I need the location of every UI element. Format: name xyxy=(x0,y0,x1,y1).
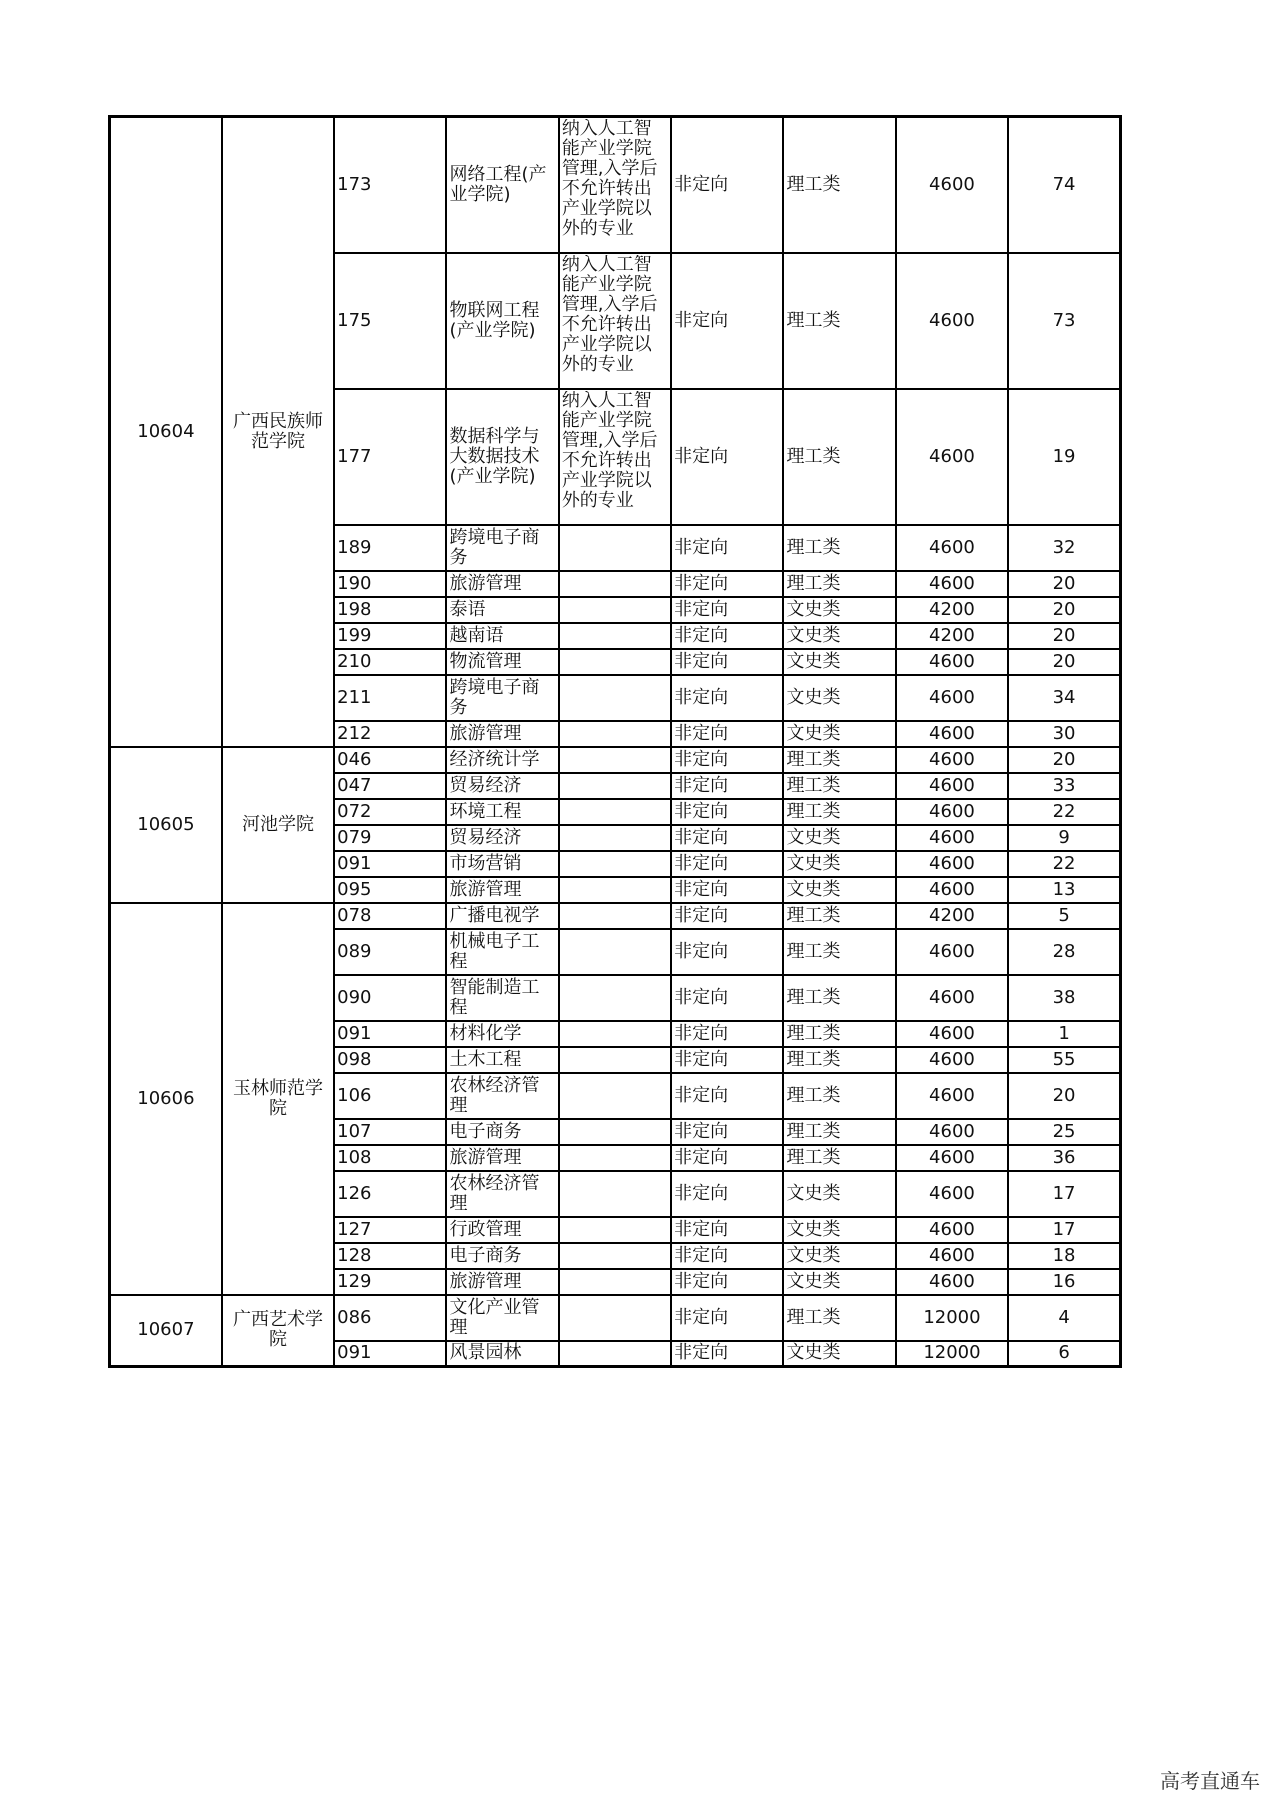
institution-code: 10607 xyxy=(110,1295,222,1367)
enrollment-type: 非定向 xyxy=(671,253,783,389)
enrollment-type: 非定向 xyxy=(671,799,783,825)
subject-category: 文史类 xyxy=(783,1269,895,1295)
plan-quota: 13 xyxy=(1008,877,1120,903)
subject-category: 文史类 xyxy=(783,721,895,747)
tuition-fee: 4600 xyxy=(896,117,1008,253)
subject-category: 理工类 xyxy=(783,1145,895,1171)
major-code: 189 xyxy=(334,525,446,571)
tuition-fee: 4600 xyxy=(896,649,1008,675)
tuition-fee: 4600 xyxy=(896,877,1008,903)
subject-category: 理工类 xyxy=(783,525,895,571)
enrollment-plan-table xyxy=(108,115,1122,1368)
major-name: 旅游管理 xyxy=(446,877,558,903)
subject-category: 文史类 xyxy=(783,1171,895,1217)
tuition-fee: 4600 xyxy=(896,975,1008,1021)
plan-quota: 1 xyxy=(1008,1021,1120,1047)
subject-category: 理工类 xyxy=(783,571,895,597)
major-code: 177 xyxy=(334,389,446,525)
major-code: 190 xyxy=(334,571,446,597)
plan-quota: 9 xyxy=(1008,825,1120,851)
table-row xyxy=(110,903,1121,929)
major-name: 电子商务 xyxy=(446,1243,558,1269)
subject-category: 理工类 xyxy=(783,929,895,975)
enrollment-type: 非定向 xyxy=(671,773,783,799)
major-name: 泰语 xyxy=(446,597,558,623)
tuition-fee: 4600 xyxy=(896,253,1008,389)
subject-category: 文史类 xyxy=(783,1243,895,1269)
major-name: 数据科学与大数据技术(产业学院) xyxy=(446,389,558,525)
plan-quota: 22 xyxy=(1008,799,1120,825)
enrollment-type: 非定向 xyxy=(671,1021,783,1047)
enrollment-type: 非定向 xyxy=(671,525,783,571)
major-name: 农林经济管理 xyxy=(446,1171,558,1217)
major-code: 090 xyxy=(334,975,446,1021)
major-note xyxy=(559,773,671,799)
enrollment-type: 非定向 xyxy=(671,389,783,525)
major-note: 纳入人工智能产业学院管理,入学后不允许转出产业学院以外的专业 xyxy=(561,118,658,239)
major-code: 128 xyxy=(334,1243,446,1269)
major-code: 175 xyxy=(334,253,446,389)
major-code: 107 xyxy=(334,1119,446,1145)
major-note xyxy=(559,1269,671,1295)
major-note xyxy=(559,1171,671,1217)
major-code: 199 xyxy=(334,623,446,649)
tuition-fee: 12000 xyxy=(896,1295,1008,1341)
enrollment-type: 非定向 xyxy=(671,1047,783,1073)
major-name: 农林经济管理 xyxy=(446,1073,558,1119)
plan-quota: 20 xyxy=(1008,747,1120,773)
plan-quota: 38 xyxy=(1008,975,1120,1021)
plan-quota: 20 xyxy=(1008,597,1120,623)
subject-category: 理工类 xyxy=(783,117,895,253)
major-code: 086 xyxy=(334,1295,446,1341)
major-name: 越南语 xyxy=(446,623,558,649)
major-code: 212 xyxy=(334,721,446,747)
subject-category: 理工类 xyxy=(783,1073,895,1119)
major-code: 091 xyxy=(334,1341,446,1367)
tuition-fee: 4600 xyxy=(896,799,1008,825)
plan-quota: 34 xyxy=(1008,675,1120,721)
enrollment-type: 非定向 xyxy=(671,649,783,675)
tuition-fee: 4200 xyxy=(896,903,1008,929)
major-note xyxy=(559,1295,671,1341)
major-note xyxy=(559,1217,671,1243)
major-code: 098 xyxy=(334,1047,446,1073)
institution-code: 10606 xyxy=(110,903,222,1295)
tuition-fee: 4600 xyxy=(896,1119,1008,1145)
major-name: 旅游管理 xyxy=(446,1269,558,1295)
tuition-fee: 4600 xyxy=(896,525,1008,571)
plan-quota: 74 xyxy=(1008,117,1120,253)
major-name: 贸易经济 xyxy=(446,825,558,851)
institution-code: 10605 xyxy=(110,747,222,903)
institution-name: 玉林师范学院 xyxy=(222,903,334,1295)
enrollment-type: 非定向 xyxy=(671,597,783,623)
major-code: 210 xyxy=(334,649,446,675)
major-name: 机械电子工程 xyxy=(446,929,558,975)
subject-category: 文史类 xyxy=(783,825,895,851)
major-name: 电子商务 xyxy=(446,1119,558,1145)
tuition-fee: 4600 xyxy=(896,571,1008,597)
tuition-fee: 4200 xyxy=(896,623,1008,649)
enrollment-type: 非定向 xyxy=(671,825,783,851)
major-note xyxy=(559,825,671,851)
major-note xyxy=(559,1073,671,1119)
major-code: 078 xyxy=(334,903,446,929)
enrollment-type: 非定向 xyxy=(671,975,783,1021)
major-code: 046 xyxy=(334,747,446,773)
enrollment-type: 非定向 xyxy=(671,903,783,929)
institution-name: 广西民族师范学院 xyxy=(222,117,334,747)
enrollment-type: 非定向 xyxy=(671,675,783,721)
tuition-fee: 4600 xyxy=(896,773,1008,799)
major-code: 129 xyxy=(334,1269,446,1295)
major-note xyxy=(559,525,671,571)
plan-quota: 20 xyxy=(1008,1073,1120,1119)
plan-quota: 33 xyxy=(1008,773,1120,799)
enrollment-type: 非定向 xyxy=(671,1269,783,1295)
major-note xyxy=(559,1021,671,1047)
major-code: 072 xyxy=(334,799,446,825)
major-note xyxy=(559,851,671,877)
major-name: 环境工程 xyxy=(446,799,558,825)
major-code: 091 xyxy=(334,851,446,877)
enrollment-type: 非定向 xyxy=(671,1341,783,1367)
major-note xyxy=(559,649,671,675)
major-code: 211 xyxy=(334,675,446,721)
plan-quota: 30 xyxy=(1008,721,1120,747)
tuition-fee: 4600 xyxy=(896,1269,1008,1295)
tuition-fee: 4600 xyxy=(896,1243,1008,1269)
plan-quota: 32 xyxy=(1008,525,1120,571)
major-name: 网络工程(产业学院) xyxy=(446,117,558,253)
major-note: 纳入人工智能产业学院管理,入学后不允许转出产业学院以外的专业 xyxy=(561,390,658,511)
major-name: 市场营销 xyxy=(446,851,558,877)
subject-category: 文史类 xyxy=(783,649,895,675)
major-note xyxy=(559,975,671,1021)
major-note xyxy=(559,929,671,975)
tuition-fee: 4600 xyxy=(896,675,1008,721)
major-note-cell xyxy=(559,253,671,389)
major-code: 108 xyxy=(334,1145,446,1171)
major-note xyxy=(559,571,671,597)
tuition-fee: 4600 xyxy=(896,851,1008,877)
plan-quota: 18 xyxy=(1008,1243,1120,1269)
tuition-fee: 4600 xyxy=(896,721,1008,747)
institution-name: 河池学院 xyxy=(222,747,334,903)
major-name: 旅游管理 xyxy=(446,1145,558,1171)
enrollment-type: 非定向 xyxy=(671,1243,783,1269)
tuition-fee: 4200 xyxy=(896,597,1008,623)
major-code: 127 xyxy=(334,1217,446,1243)
table-body xyxy=(110,117,1121,1367)
subject-category: 文史类 xyxy=(783,623,895,649)
plan-quota: 17 xyxy=(1008,1217,1120,1243)
enrollment-type: 非定向 xyxy=(671,1145,783,1171)
major-name: 经济统计学 xyxy=(446,747,558,773)
watermark-text: 高考直通车 xyxy=(1160,1769,1260,1793)
tuition-fee: 4600 xyxy=(896,825,1008,851)
plan-quota: 20 xyxy=(1008,571,1120,597)
enrollment-type: 非定向 xyxy=(671,929,783,975)
subject-category: 理工类 xyxy=(783,903,895,929)
major-note-cell xyxy=(559,117,671,253)
subject-category: 理工类 xyxy=(783,253,895,389)
subject-category: 理工类 xyxy=(783,389,895,525)
subject-category: 文史类 xyxy=(783,851,895,877)
major-note xyxy=(559,597,671,623)
plan-quota: 17 xyxy=(1008,1171,1120,1217)
subject-category: 文史类 xyxy=(783,1217,895,1243)
subject-category: 理工类 xyxy=(783,773,895,799)
enrollment-type: 非定向 xyxy=(671,1171,783,1217)
enrollment-type: 非定向 xyxy=(671,117,783,253)
plan-quota: 25 xyxy=(1008,1119,1120,1145)
enrollment-type: 非定向 xyxy=(671,571,783,597)
tuition-fee: 4600 xyxy=(896,1171,1008,1217)
major-name: 旅游管理 xyxy=(446,571,558,597)
plan-quota: 36 xyxy=(1008,1145,1120,1171)
subject-category: 理工类 xyxy=(783,1119,895,1145)
major-note xyxy=(559,1145,671,1171)
table-row xyxy=(110,747,1121,773)
subject-category: 文史类 xyxy=(783,1341,895,1367)
major-name: 物联网工程(产业学院) xyxy=(446,253,558,389)
plan-quota: 5 xyxy=(1008,903,1120,929)
major-note xyxy=(559,903,671,929)
major-code: 173 xyxy=(334,117,446,253)
major-note xyxy=(559,623,671,649)
major-note xyxy=(559,877,671,903)
major-note xyxy=(559,1341,671,1367)
major-name: 行政管理 xyxy=(446,1217,558,1243)
enrollment-type: 非定向 xyxy=(671,747,783,773)
enrollment-type: 非定向 xyxy=(671,623,783,649)
tuition-fee: 4600 xyxy=(896,1145,1008,1171)
enrollment-type: 非定向 xyxy=(671,1073,783,1119)
major-code: 089 xyxy=(334,929,446,975)
subject-category: 理工类 xyxy=(783,1047,895,1073)
institution-code: 10604 xyxy=(110,117,222,747)
tuition-fee: 4600 xyxy=(896,1073,1008,1119)
major-name: 跨境电子商务 xyxy=(446,675,558,721)
enrollment-type: 非定向 xyxy=(671,1217,783,1243)
plan-quota: 28 xyxy=(1008,929,1120,975)
major-note xyxy=(559,721,671,747)
major-name: 材料化学 xyxy=(446,1021,558,1047)
tuition-fee: 4600 xyxy=(896,389,1008,525)
plan-quota: 6 xyxy=(1008,1341,1120,1367)
major-note xyxy=(559,799,671,825)
major-note xyxy=(559,1243,671,1269)
major-code: 091 xyxy=(334,1021,446,1047)
plan-quota: 22 xyxy=(1008,851,1120,877)
plan-quota: 20 xyxy=(1008,649,1120,675)
subject-category: 理工类 xyxy=(783,1021,895,1047)
tuition-fee: 4600 xyxy=(896,1047,1008,1073)
major-code: 198 xyxy=(334,597,446,623)
subject-category: 理工类 xyxy=(783,799,895,825)
institution-name: 广西艺术学院 xyxy=(222,1295,334,1367)
enrollment-type: 非定向 xyxy=(671,721,783,747)
major-note: 纳入人工智能产业学院管理,入学后不允许转出产业学院以外的专业 xyxy=(561,254,658,375)
major-code: 126 xyxy=(334,1171,446,1217)
major-code: 047 xyxy=(334,773,446,799)
enrollment-type: 非定向 xyxy=(671,1295,783,1341)
plan-quota: 4 xyxy=(1008,1295,1120,1341)
tuition-fee: 4600 xyxy=(896,747,1008,773)
major-name: 土木工程 xyxy=(446,1047,558,1073)
plan-quota: 19 xyxy=(1008,389,1120,525)
major-name: 旅游管理 xyxy=(446,721,558,747)
enrollment-type: 非定向 xyxy=(671,877,783,903)
tuition-fee: 12000 xyxy=(896,1341,1008,1367)
major-name: 智能制造工程 xyxy=(446,975,558,1021)
subject-category: 文史类 xyxy=(783,877,895,903)
subject-category: 文史类 xyxy=(783,675,895,721)
table-row xyxy=(110,117,1121,253)
major-name: 广播电视学 xyxy=(446,903,558,929)
major-note xyxy=(559,1119,671,1145)
major-note xyxy=(559,1047,671,1073)
subject-category: 理工类 xyxy=(783,747,895,773)
tuition-fee: 4600 xyxy=(896,1217,1008,1243)
major-name: 跨境电子商务 xyxy=(446,525,558,571)
enrollment-type: 非定向 xyxy=(671,1119,783,1145)
major-code: 106 xyxy=(334,1073,446,1119)
tuition-fee: 4600 xyxy=(896,929,1008,975)
major-code: 095 xyxy=(334,877,446,903)
enrollment-type: 非定向 xyxy=(671,851,783,877)
major-note xyxy=(559,747,671,773)
major-note xyxy=(559,675,671,721)
major-name: 文化产业管理 xyxy=(446,1295,558,1341)
plan-quota: 16 xyxy=(1008,1269,1120,1295)
plan-quota: 55 xyxy=(1008,1047,1120,1073)
subject-category: 理工类 xyxy=(783,1295,895,1341)
tuition-fee: 4600 xyxy=(896,1021,1008,1047)
major-name: 物流管理 xyxy=(446,649,558,675)
subject-category: 文史类 xyxy=(783,597,895,623)
plan-quota: 73 xyxy=(1008,253,1120,389)
major-name: 贸易经济 xyxy=(446,773,558,799)
major-name: 风景园林 xyxy=(446,1341,558,1367)
table-row xyxy=(110,1295,1121,1341)
subject-category: 理工类 xyxy=(783,975,895,1021)
major-code: 079 xyxy=(334,825,446,851)
plan-quota: 20 xyxy=(1008,623,1120,649)
major-note-cell xyxy=(559,389,671,525)
